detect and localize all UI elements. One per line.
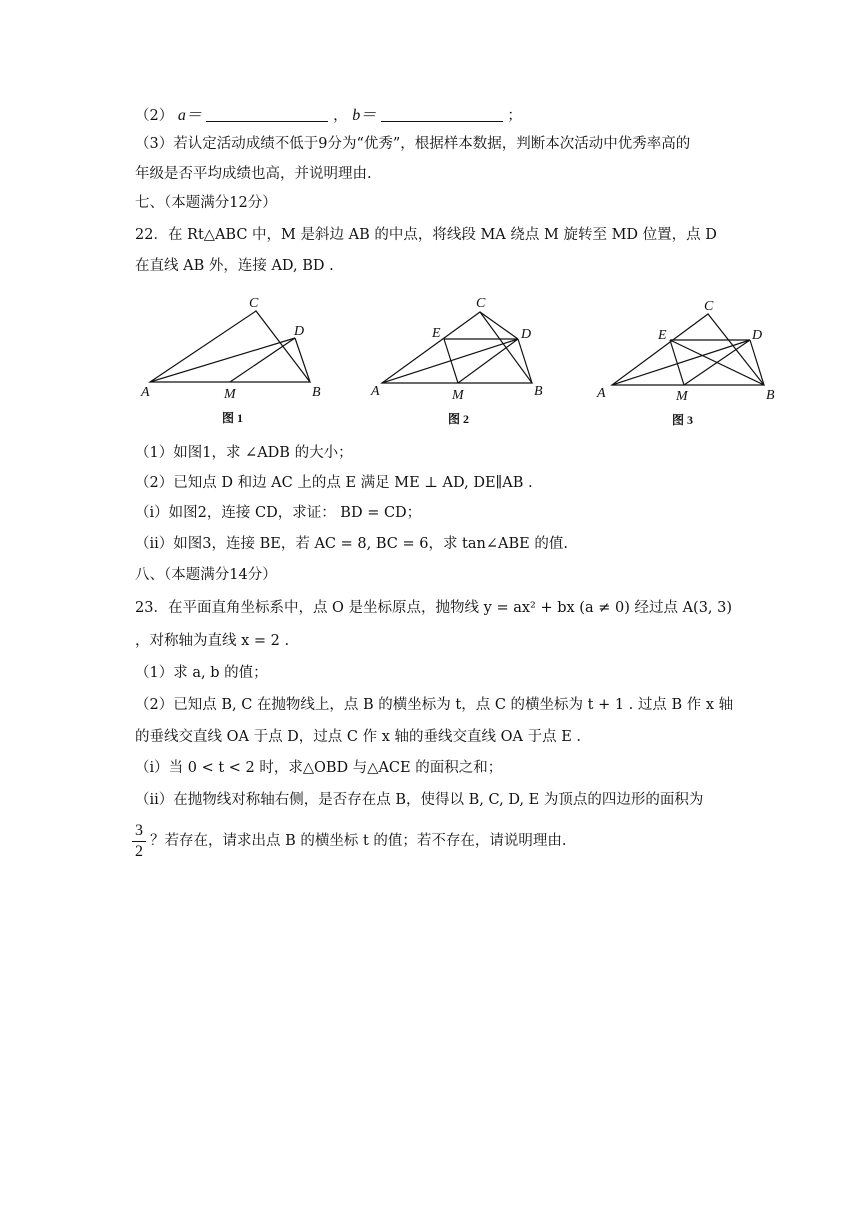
- fraction-bar: [132, 841, 146, 842]
- fig1-label-C: C: [249, 296, 259, 311]
- figure-2-caption: 图 2: [448, 412, 470, 426]
- q22-part1: （1）如图1，求 ∠ADB 的大小；: [135, 445, 353, 461]
- separator: ，: [333, 108, 348, 124]
- fraction-denominator: 2: [135, 843, 143, 860]
- fig1-label-A: A: [141, 385, 150, 400]
- fig2-label-A: A: [371, 384, 380, 399]
- fraction-three-halves: [132, 822, 146, 861]
- fig3-label-B: B: [766, 388, 775, 403]
- fig2-label-D: D: [521, 327, 532, 342]
- q23-part2-ii-line1: （ⅱ）在抛物线对称轴右侧，是否存在点 B，使得以 B, C, D, E 为顶点的四边形的面积为: [135, 792, 704, 808]
- q23-intro-line1: 23．在平面直角坐标系中，点 O 是坐标原点，抛物线 y = ax² + bx (a ≠ 0) 经过点 A(3, 3): [135, 600, 733, 616]
- figure-1: [150, 311, 310, 382]
- fig2-label-C: C: [476, 296, 486, 311]
- q21-part2-label: （2）: [135, 108, 174, 124]
- section-8-heading: 八、（本题满分14分）: [135, 567, 277, 583]
- a-label: a＝: [177, 107, 202, 124]
- b-label: b＝: [352, 107, 377, 124]
- q22-intro-line2: 在直线 AB 外，连接 AD, BD .: [135, 258, 334, 274]
- figure-2: [382, 312, 532, 383]
- q21-part3-line1: （3）若认定活动成绩不低于9分为“优秀”，根据样本数据，判断本次活动中优秀率高的: [135, 136, 691, 152]
- fig2-label-M: M: [452, 388, 464, 403]
- figure-3-caption: 图 3: [672, 413, 694, 427]
- q22-part2-i: （ⅰ）如图2，连接 CD，求证： BD = CD；: [135, 505, 422, 521]
- q22-figures: [0, 0, 868, 440]
- figure-1-caption: 图 1: [222, 411, 244, 425]
- q23-part2-ii-line2: ？若存在，请求出点 B 的横坐标 t 的值；若不存在，请说明理由.: [150, 833, 567, 849]
- q21-part3-line2: 年级是否平均成绩也高，并说明理由.: [135, 166, 372, 182]
- semicolon: ；: [507, 108, 522, 124]
- q23-part2-line2: 的垂线交直线 OA 于点 D，过点 C 作 x 轴的垂线交直线 OA 于点 E .: [135, 729, 582, 745]
- section-7-heading: 七、（本题满分12分）: [135, 195, 277, 211]
- fig1-label-B: B: [312, 385, 321, 400]
- fig1-label-M: M: [224, 387, 236, 402]
- q22-part2: （2）已知点 D 和边 AC 上的点 E 满足 ME ⊥ AD, DE∥AB .: [135, 475, 533, 491]
- q22-part2-ii: （ⅱ）如图3，连接 BE，若 AC = 8, BC = 6，求 tan∠ABE 的值.: [135, 536, 568, 552]
- fig2-label-B: B: [534, 384, 543, 399]
- fig3-label-D: D: [752, 328, 763, 343]
- q23-part1: （1）求 a, b 的值；: [135, 665, 268, 681]
- q23-part2-line1: （2）已知点 B, C 在抛物线上，点 B 的横坐标为 t，点 C 的横坐标为 t + 1 . 过点 B 作 x 轴: [135, 697, 734, 713]
- fig3-label-C: C: [704, 299, 714, 314]
- q23-intro-line2: ，对称轴为直线 x = 2 .: [135, 633, 290, 649]
- fig1-label-D: D: [294, 324, 305, 339]
- fig2-label-E: E: [432, 326, 441, 341]
- fig3-label-A: A: [597, 386, 606, 401]
- fig3-label-M: M: [676, 389, 688, 404]
- fraction-numerator: 3: [135, 822, 143, 839]
- q23-part2-i: （ⅰ）当 0 < t < 2 时，求△OBD 与△ACE 的面积之和；: [135, 760, 503, 776]
- figure-3: [612, 314, 764, 385]
- fig3-label-E: E: [658, 328, 667, 343]
- q22-intro-line1: 22．在 Rt△ABC 中，M 是斜边 AB 的中点，将线段 MA 绕点 M 旋转至 MD 位置，点 D: [135, 227, 717, 243]
